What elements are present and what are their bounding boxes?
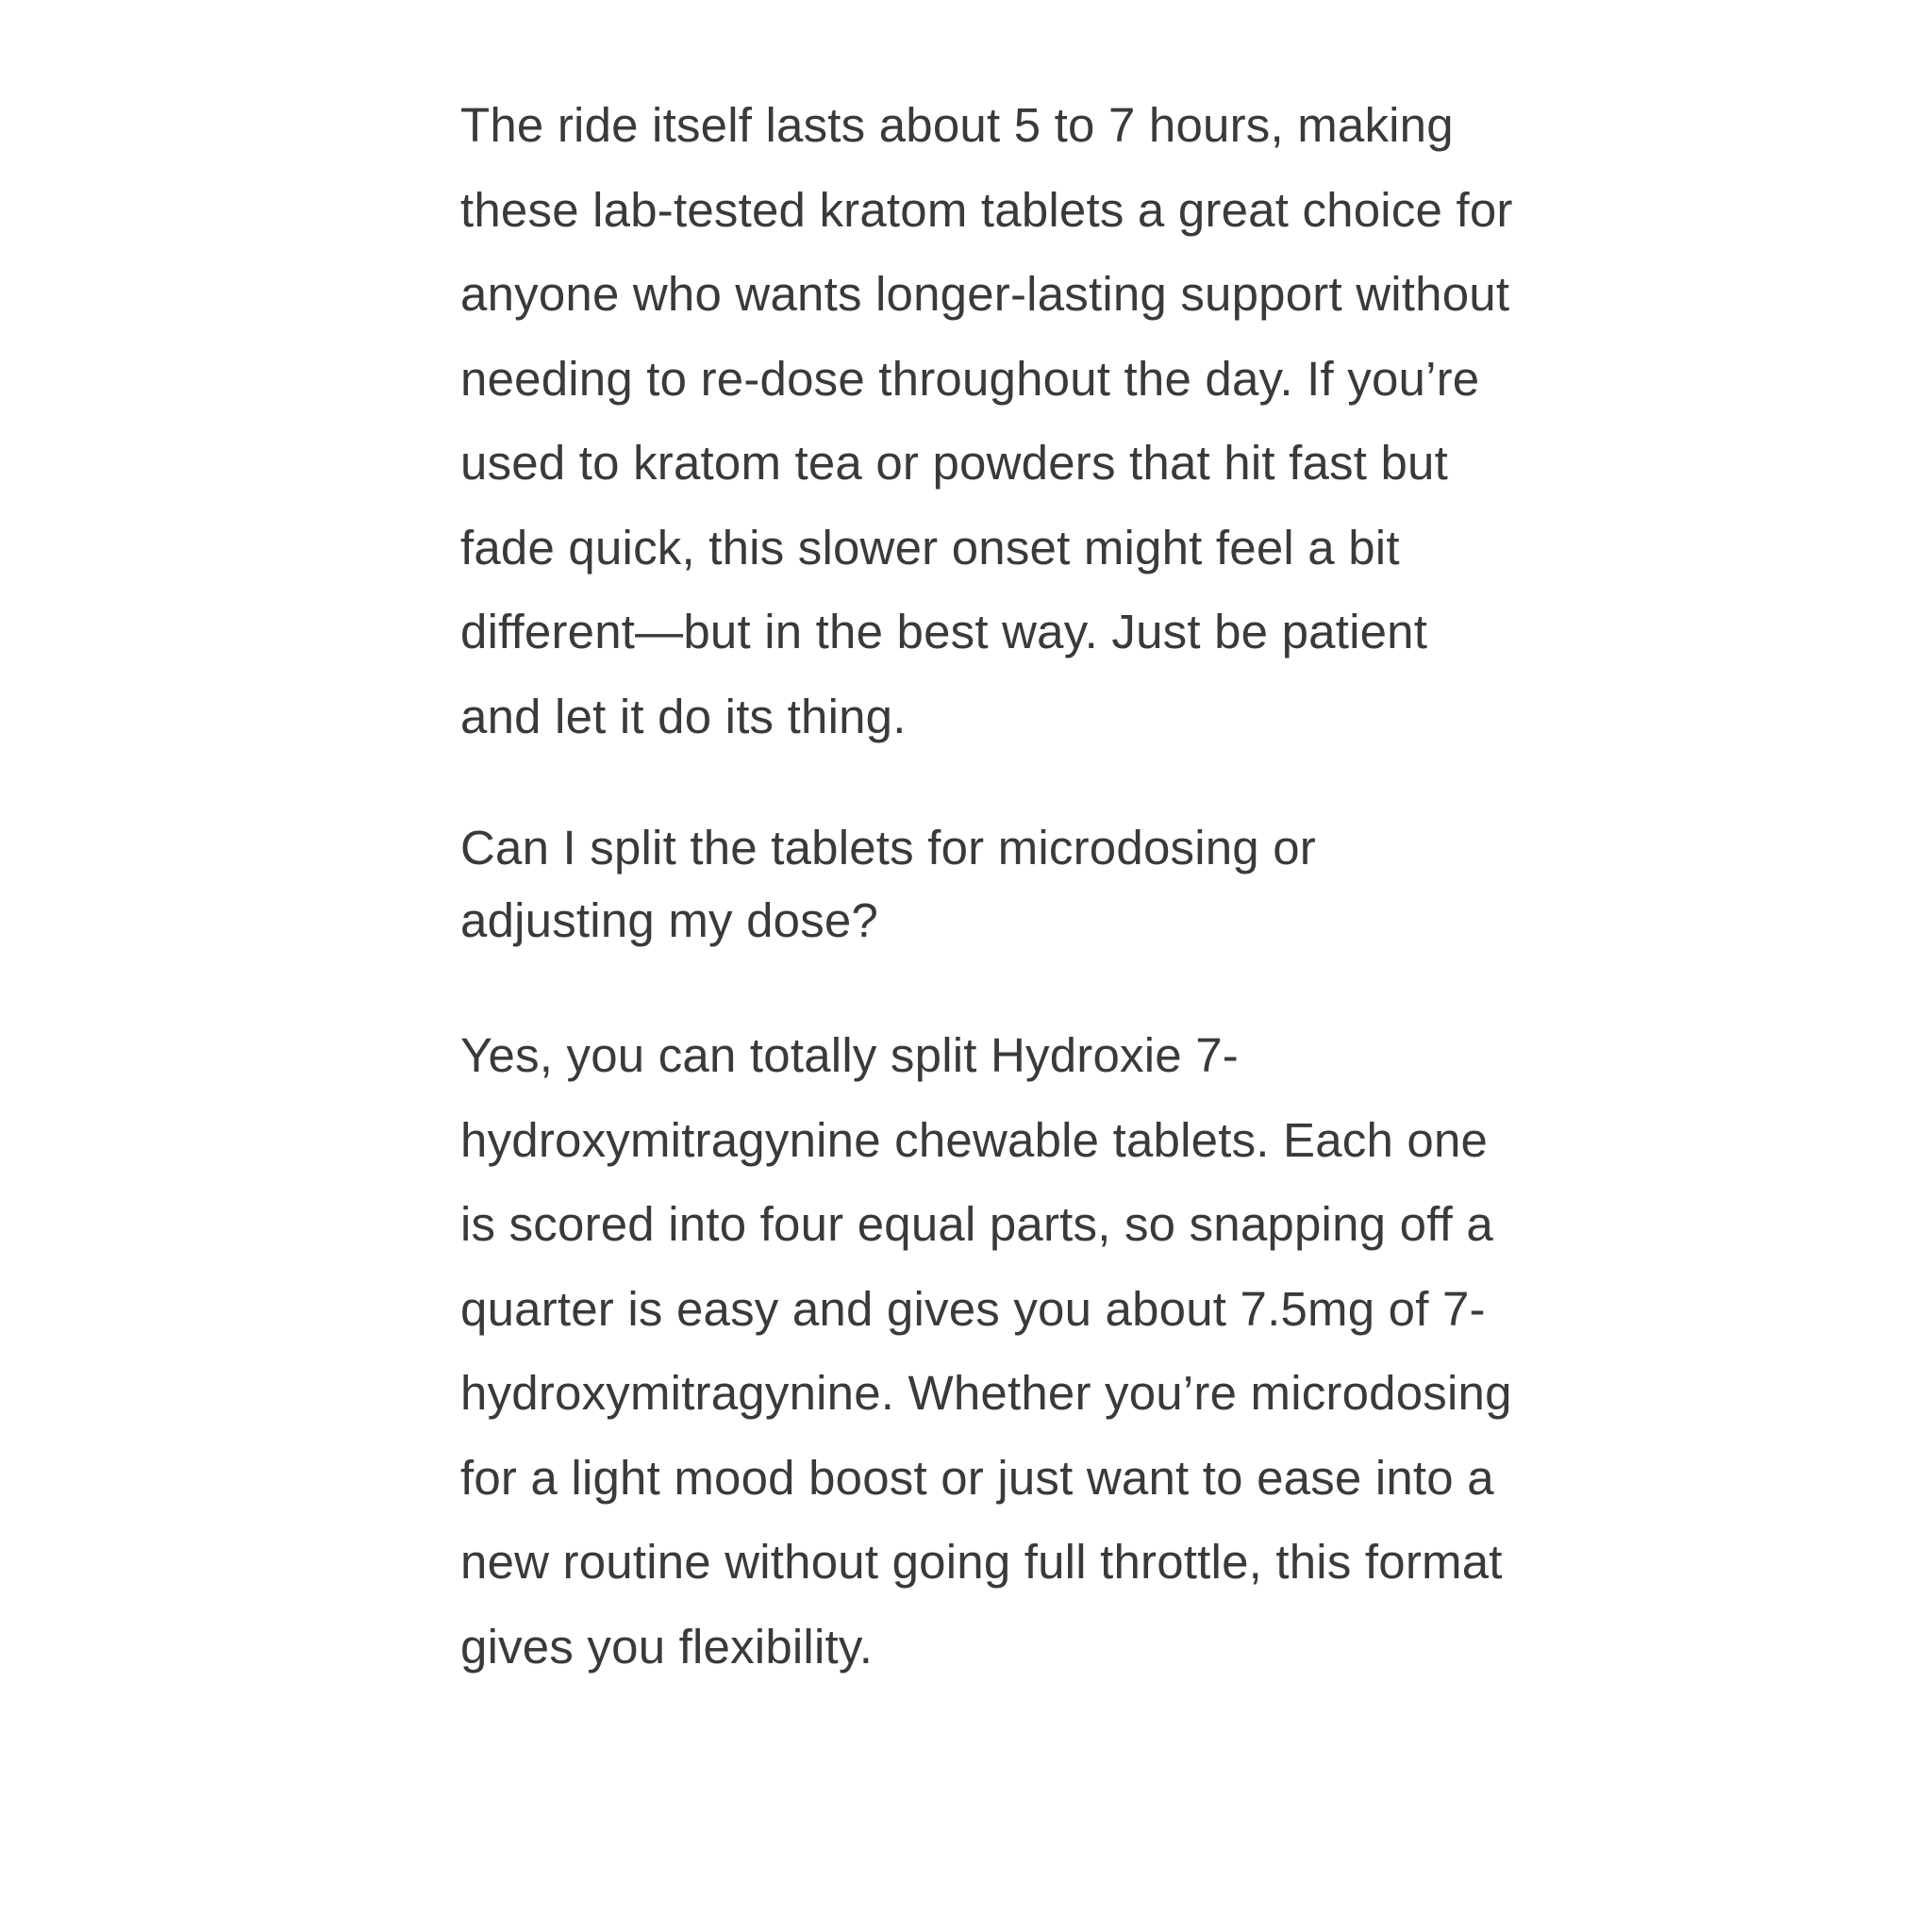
article-body (460, 83, 1517, 1689)
faq-question-split-tablets: Can I split the tablets for microdosing or adjusting my dose? (460, 821, 1316, 947)
paragraph-duration: The ride itself lasts about 5 to 7 hours, making these lab-tested kratom tablets a great choice for anyone who wants longer-lasting support without needing to re-dose throughout the day. If you’re used to kratom tea or powders that hit fast but fade quick, this slower onset might feel a bit different—but in the best way. Just be patient and let it do its thing. (460, 98, 1513, 743)
paragraph-split-tablets-answer: Yes, you can totally split Hydroxie 7-hydroxymitragynine chewable tablets. Each one is scored into four equal parts, so snapping off a quarter is easy and gives you about 7.5mg of 7-hydroxymitragynine. Whether you’re microdosing for a light mood boost or just want to ease into a new routine without going full throttle, this format gives you flexibility. (460, 1028, 1512, 1674)
